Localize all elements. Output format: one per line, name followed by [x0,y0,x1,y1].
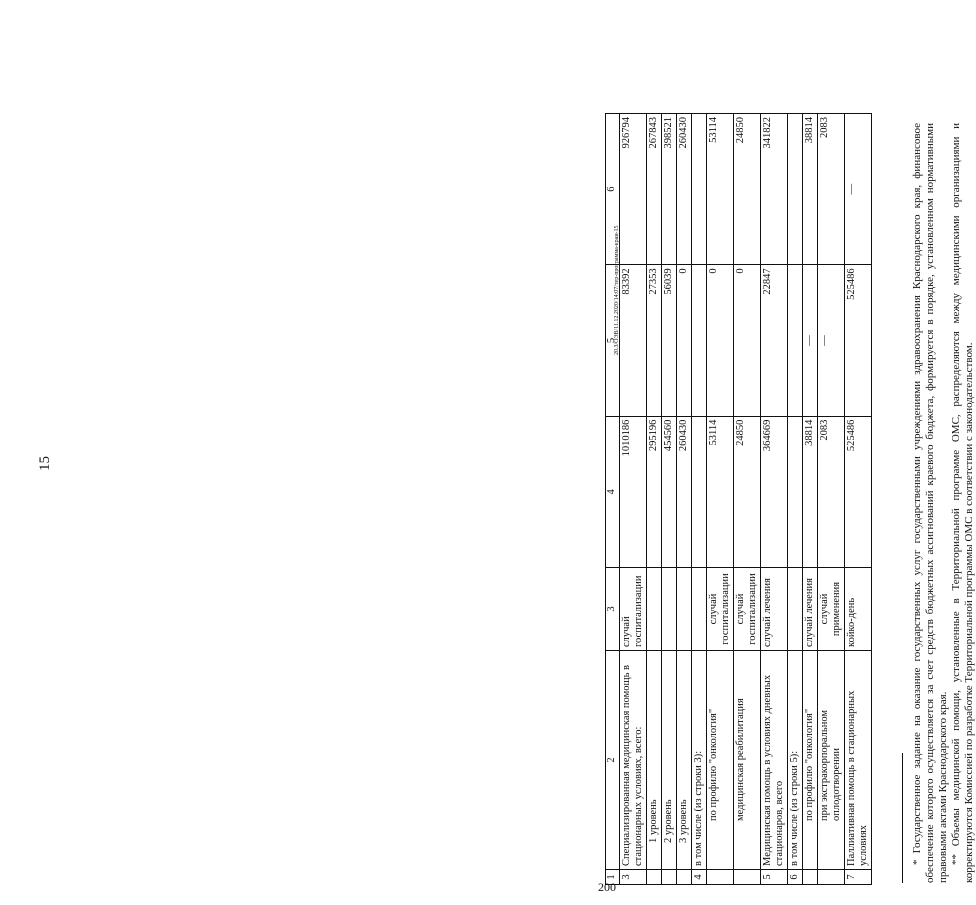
page-number: 15 [37,456,53,471]
table-row [818,114,845,885]
row-name: медицинская реабилитация [734,651,761,870]
row-number: 4 [692,870,707,885]
row-budget: 525486 [845,265,872,416]
header-cell: 2 [606,651,620,870]
row-oms: 260430 [677,114,692,265]
row-name: при экстракорпоральном оплодотворении [818,651,845,870]
row-name: в том числе (из строки 5): [788,651,803,870]
document-stamp: 20.3/ОЭВ/11.12.2020/14:07/тер-программа-краи-15 [614,225,620,355]
row-budget: 27353 [647,265,662,416]
header-cell: 1 [606,870,620,885]
row-total: 260430 [677,416,692,567]
table-row [707,114,734,885]
table-row [845,114,872,885]
row-oms: 38814 [803,114,818,265]
row-budget: 56039 [662,265,677,416]
row-unit: случай госпитализации [620,568,647,651]
row-total: 1010186 [620,416,647,567]
corner-page-number: 200 [598,880,616,894]
row-oms: — [845,114,872,265]
row-budget: — [803,265,818,416]
footnotes [902,123,976,883]
table-row [662,114,677,885]
row-number [647,870,662,885]
row-oms: 53114 [707,114,734,265]
row-number [677,870,692,885]
row-budget [692,265,707,416]
table-row [620,114,647,885]
row-total: 38814 [803,416,818,567]
table-row [761,114,788,885]
row-total: 295196 [647,416,662,567]
row-total: 454560 [662,416,677,567]
row-oms: 24850 [734,114,761,265]
row-unit: случай лечения [761,568,788,651]
row-name: в том числе (из строки 3): [692,651,707,870]
rotated-content [605,5,976,895]
table-row [788,114,803,885]
row-unit [788,568,803,651]
table-row [734,114,761,885]
row-total: 364669 [761,416,788,567]
row-unit: случай лечения [803,568,818,651]
row-name: 3 уровень [677,651,692,870]
row-unit [647,568,662,651]
table-row [677,114,692,885]
volumes-table [605,113,872,885]
row-number [707,870,734,885]
row-number: 7 [845,870,872,885]
table-row [803,114,818,885]
row-oms: 341822 [761,114,788,265]
row-name: Медицинская помощь в условиях дневных стационаров, всего [761,651,788,870]
row-budget: 0 [677,265,692,416]
row-number [734,870,761,885]
row-number [818,870,845,885]
row-total: 53114 [707,416,734,567]
row-oms [788,114,803,265]
row-number [803,870,818,885]
row-budget: 22847 [761,265,788,416]
row-name: по профилю "онкология" [707,651,734,870]
row-number [662,870,677,885]
row-name: 1 уровень [647,651,662,870]
row-unit [692,568,707,651]
row-name: Специализированная медицинская помощь в стационарных условиях, всего: [620,651,647,870]
footnote-1: * Государственное задание на оказание государственных услуг государственными учреждениями здравоохранения Краснодарского края, финансовое обеспечение которого осуществляется за счет средств бюджетных ассигнований краевого бюджета, формируется в порядке, установленном нормативными правовыми актами Краснодарского края. [911,123,949,883]
table-row [647,114,662,885]
row-unit: койко-день [845,568,872,651]
table-body [620,114,872,885]
row-total: 525486 [845,416,872,567]
row-total: 2083 [818,416,845,567]
row-total [692,416,707,567]
row-total [788,416,803,567]
header-cell: 6 [606,114,620,265]
row-name: Паллиативная помощь в стационарных условиях [845,651,872,870]
row-budget: 0 [707,265,734,416]
header-cell: 3 [606,568,620,651]
row-budget: 0 [734,265,761,416]
row-budget: 83392 [620,265,647,416]
row-unit: случай госпитализации [734,568,761,651]
row-unit: случай госпитализации [707,568,734,651]
header-cell: 4 [606,416,620,567]
row-total: 24850 [734,416,761,567]
row-name: по профилю "онкология" [803,651,818,870]
row-oms: 2083 [818,114,845,265]
row-name: 2 уровень [662,651,677,870]
row-oms: 926794 [620,114,647,265]
footnote-divider [902,753,903,883]
row-unit: случай применения [818,568,845,651]
footnote-2: ** Объемы медицинской помощи, установленные в Территориальной программе ОМС, распределяются между медицинскими организациями и корректируются Комиссией по разработке Территориальной программы ОМС в соответствии с законодательством. [950,123,975,883]
row-budget [788,265,803,416]
row-oms [692,114,707,265]
row-unit [677,568,692,651]
row-number: 3 [620,870,647,885]
row-number: 5 [761,870,788,885]
table-row [692,114,707,885]
table-header-row [606,114,620,885]
row-number: 6 [788,870,803,885]
row-unit [662,568,677,651]
row-budget: — [818,265,845,416]
header-cell: 5 [606,265,620,416]
row-oms: 267843 [647,114,662,265]
row-oms: 398521 [662,114,677,265]
